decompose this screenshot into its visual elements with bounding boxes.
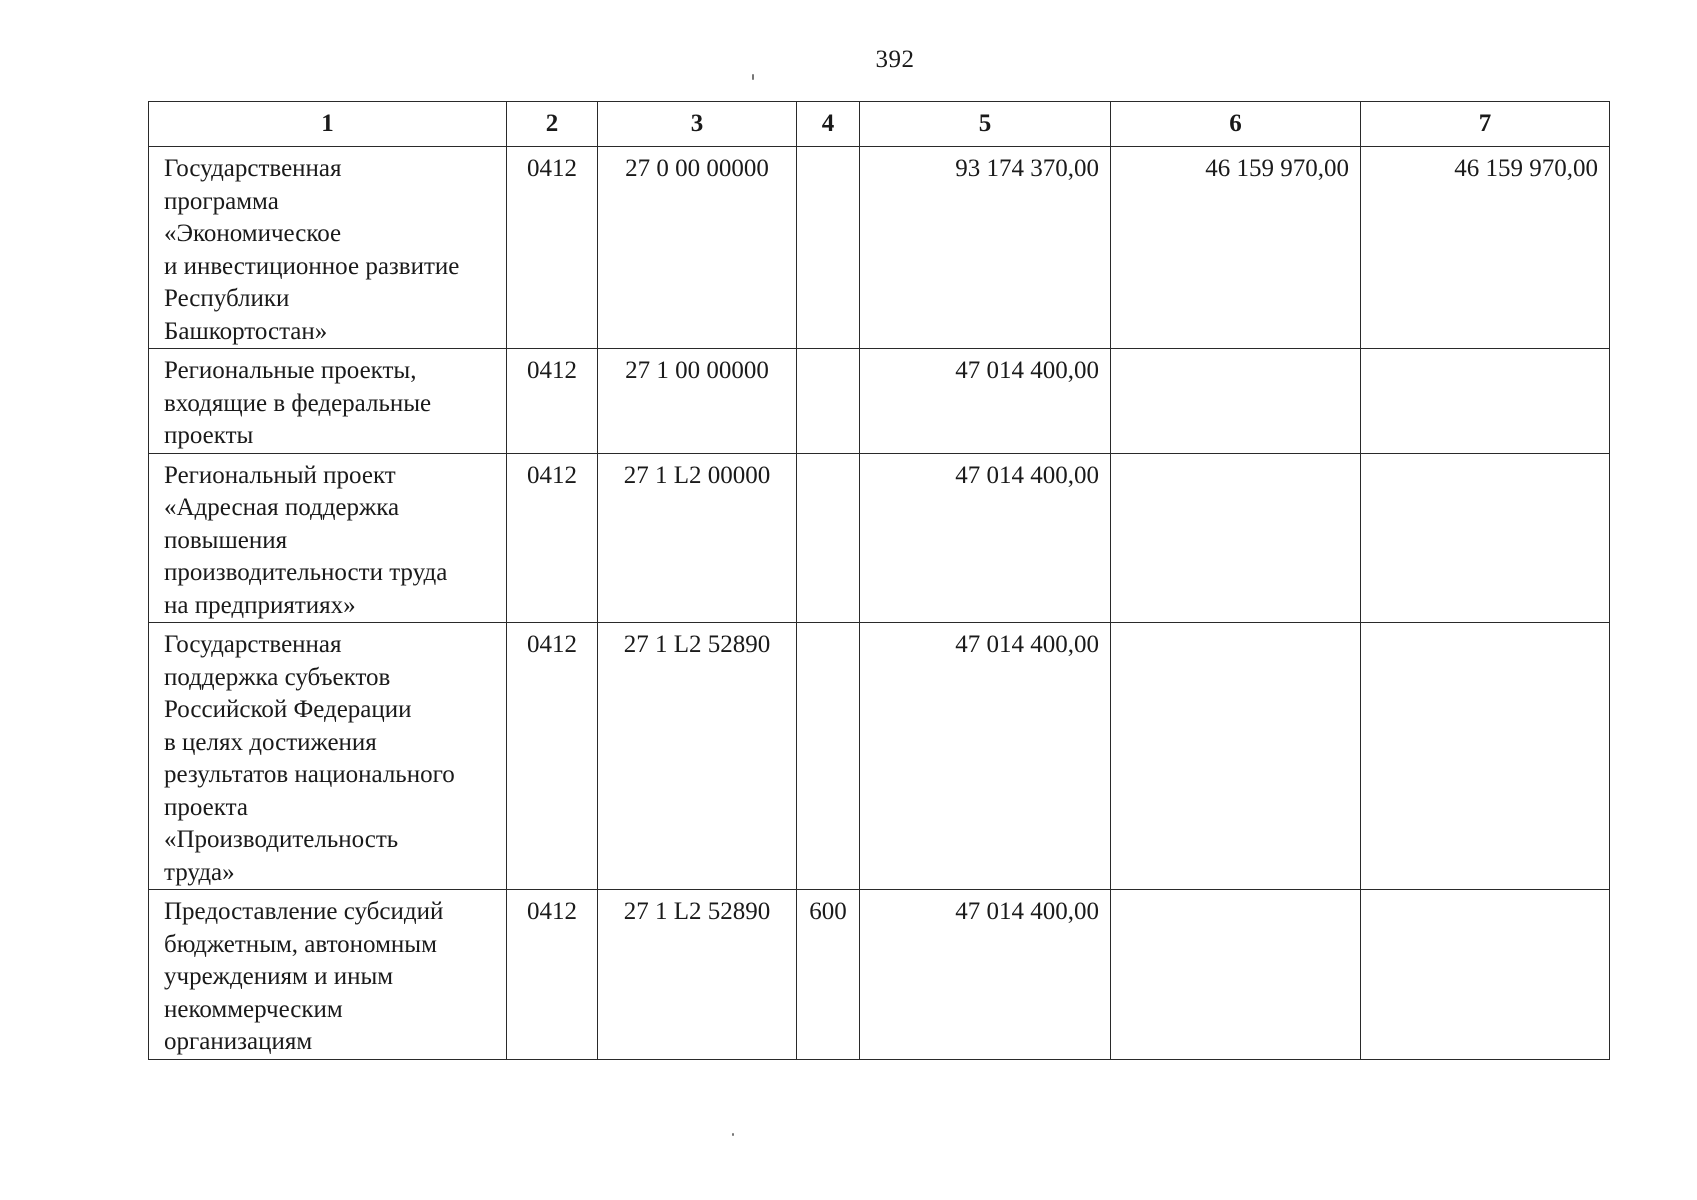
amount-col-6-cell bbox=[1111, 453, 1361, 623]
name-line: и инвестиционное развитие bbox=[164, 252, 460, 280]
table-row bbox=[149, 890, 1610, 1060]
name-line: «Производительность bbox=[164, 826, 399, 853]
target-article-cell: 27 1 L2 00000 bbox=[598, 453, 797, 623]
name-line: проекта bbox=[164, 793, 248, 821]
name-line: программа bbox=[164, 187, 279, 215]
name-line: проекты bbox=[164, 422, 254, 449]
target-article-cell: 27 1 00 00000 bbox=[598, 349, 797, 454]
name-line: бюджетным, автономным bbox=[164, 930, 437, 958]
name-line: входящие в федеральные bbox=[164, 389, 432, 417]
target-article-cell: 27 1 L2 52890 bbox=[598, 890, 797, 1060]
row-name-cell bbox=[149, 890, 507, 1060]
amount-col-7-cell bbox=[1361, 890, 1610, 1060]
name-line: производительности труда bbox=[164, 559, 448, 586]
name-line: Государственная bbox=[164, 155, 342, 182]
name-line: Российской Федерации bbox=[164, 696, 412, 723]
target-article-cell: 27 1 L2 52890 bbox=[598, 623, 797, 890]
amount-col-7-cell bbox=[1361, 453, 1610, 623]
row-name-cell bbox=[149, 349, 507, 454]
section-code-cell: 0412 bbox=[507, 453, 598, 623]
name-line: «Экономическое bbox=[164, 220, 342, 247]
scan-speck bbox=[732, 1133, 734, 1136]
name-line: организациям bbox=[164, 1028, 313, 1055]
name-line: поддержка субъектов bbox=[164, 663, 391, 691]
table-row bbox=[149, 453, 1610, 623]
row-name-cell bbox=[149, 147, 507, 349]
name-line: «Адресная поддержка bbox=[164, 494, 400, 521]
name-line: труда» bbox=[164, 858, 235, 886]
table-header-row bbox=[149, 102, 1610, 147]
page-number: 392 bbox=[875, 46, 915, 73]
row-name-cell bbox=[149, 453, 507, 623]
section-code-cell: 0412 bbox=[507, 147, 598, 349]
header-col-5: 5 bbox=[860, 102, 1111, 147]
name-line: на предприятиях» bbox=[164, 591, 356, 619]
name-line: Республики bbox=[164, 285, 290, 312]
header-col-4: 4 bbox=[797, 102, 860, 147]
table-row bbox=[149, 349, 1610, 454]
amount-col-6-cell bbox=[1111, 623, 1361, 890]
amount-col-6-cell: 46 159 970,00 bbox=[1111, 147, 1361, 349]
name-line: повышения bbox=[164, 526, 288, 554]
amount-col-5-cell: 47 014 400,00 bbox=[860, 890, 1111, 1060]
target-article-cell: 27 0 00 00000 bbox=[598, 147, 797, 349]
name-line: результатов национального bbox=[164, 761, 455, 788]
header-col-1: 1 bbox=[149, 102, 507, 147]
name-line: в целях достижения bbox=[164, 728, 377, 756]
section-code-cell: 0412 bbox=[507, 890, 598, 1060]
name-line: учреждениям и иным bbox=[164, 963, 394, 990]
row-name-cell bbox=[149, 623, 507, 890]
section-code-cell: 0412 bbox=[507, 349, 598, 454]
expense-type-cell bbox=[797, 623, 860, 890]
expense-type-cell bbox=[797, 453, 860, 623]
amount-col-7-cell bbox=[1361, 623, 1610, 890]
name-line: Государственная bbox=[164, 631, 342, 658]
scan-speck bbox=[752, 74, 754, 80]
expense-type-cell bbox=[797, 349, 860, 454]
amount-col-5-cell: 93 174 370,00 bbox=[860, 147, 1111, 349]
expense-type-cell: 600 bbox=[797, 890, 860, 1060]
header-col-6: 6 bbox=[1111, 102, 1361, 147]
budget-table bbox=[148, 101, 1610, 1060]
name-line: Предоставление субсидий bbox=[164, 898, 444, 925]
name-line: Региональный проект bbox=[164, 461, 396, 489]
amount-col-5-cell: 47 014 400,00 bbox=[860, 453, 1111, 623]
name-line: Башкортостан» bbox=[164, 317, 328, 345]
section-code-cell: 0412 bbox=[507, 623, 598, 890]
name-line: некоммерческим bbox=[164, 995, 343, 1023]
amount-col-5-cell: 47 014 400,00 bbox=[860, 349, 1111, 454]
table-row bbox=[149, 147, 1610, 349]
amount-col-6-cell bbox=[1111, 890, 1361, 1060]
header-col-7: 7 bbox=[1361, 102, 1610, 147]
header-col-2: 2 bbox=[507, 102, 598, 147]
name-line: Региональные проекты, bbox=[164, 357, 417, 384]
amount-col-7-cell bbox=[1361, 349, 1610, 454]
header-col-3: 3 bbox=[598, 102, 797, 147]
amount-col-5-cell: 47 014 400,00 bbox=[860, 623, 1111, 890]
amount-col-7-cell: 46 159 970,00 bbox=[1361, 147, 1610, 349]
amount-col-6-cell bbox=[1111, 349, 1361, 454]
expense-type-cell bbox=[797, 147, 860, 349]
table-row bbox=[149, 623, 1610, 890]
